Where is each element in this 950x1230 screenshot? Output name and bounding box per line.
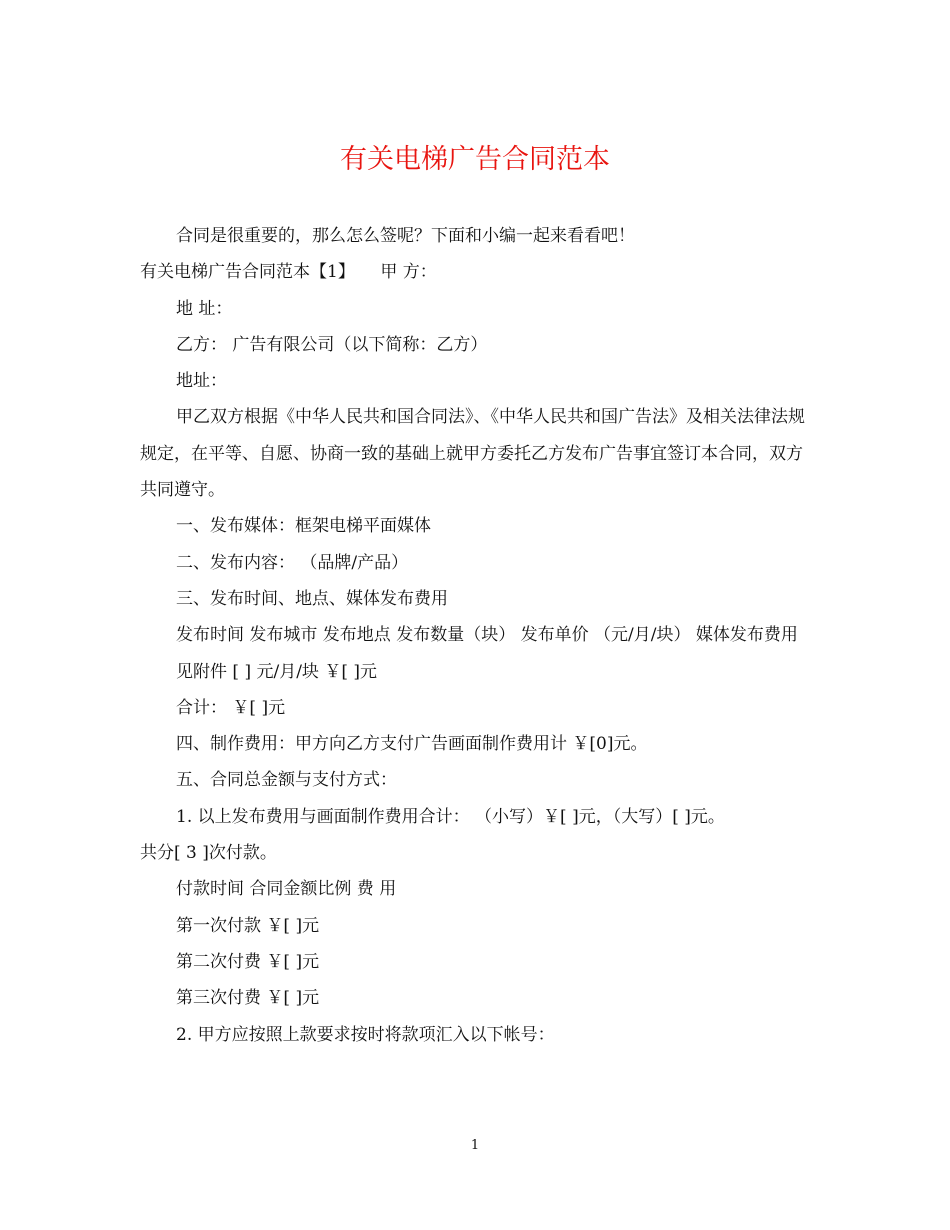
payment-second: 第二次付费 ￥[ ]元	[176, 951, 320, 972]
clause-media: 一、发布媒体：框架电梯平面媒体	[176, 516, 431, 537]
contract-heading-party-a: 有关电梯广告合同范本【1】 甲 方：	[140, 262, 437, 283]
fee-table-header: 发布时间 发布城市 发布地点 发布数量（块） 发布单价 （元/月/块） 媒体发布费用	[176, 625, 798, 646]
clause-time-place-fee: 三、发布时间、地点、媒体发布费用	[176, 588, 448, 609]
party-a-address: 地 址：	[176, 298, 233, 319]
document-body	[140, 218, 812, 1053]
clause-payment: 五、合同总金额与支付方式：	[176, 770, 397, 791]
fee-table-row: 见附件 [ ] 元/月/块 ￥[ ]元	[176, 661, 378, 682]
payment-installments: 共分[ 3 ]次付款。	[140, 843, 277, 864]
clause-production-fee: 四、制作费用：甲方向乙方支付广告画面制作费用计 ￥[0]元。	[176, 734, 648, 755]
intro-paragraph: 合同是很重要的，那么怎么签呢？下面和小编一起来看看吧！	[176, 226, 635, 246]
party-b: 乙方： 广告有限公司（以下简称：乙方）	[176, 334, 488, 355]
document-title: 有关电梯广告合同范本	[340, 144, 610, 175]
preamble-paragraph: 甲乙双方根据《中华人民共和国合同法》、《中华人民共和国广告法》及相关法律法规规定，在平等、自愿、协商一致的基础上就甲方委托乙方发布广告事宜签订本合同，双方共同遵守。	[140, 407, 805, 501]
payment-third: 第三次付费 ￥[ ]元	[176, 988, 320, 1009]
payment-first: 第一次付款 ￥[ ]元	[176, 915, 320, 936]
payment-table-header: 付款时间 合同金额比例 费 用	[176, 879, 397, 900]
payment-account-instruction: 2. 甲方应按照上款要求按时将款项汇入以下帐号：	[176, 1024, 555, 1045]
fee-total: 合计： ￥[ ]元	[176, 697, 286, 718]
page-number: 1	[470, 1138, 480, 1153]
clause-content: 二、发布内容： （品牌/产品）	[176, 552, 409, 573]
party-b-address: 地址：	[176, 371, 227, 392]
payment-total: 1. 以上发布费用与画面制作费用合计： （小写）￥[ ]元，（大写）[ ]元。	[176, 806, 725, 827]
